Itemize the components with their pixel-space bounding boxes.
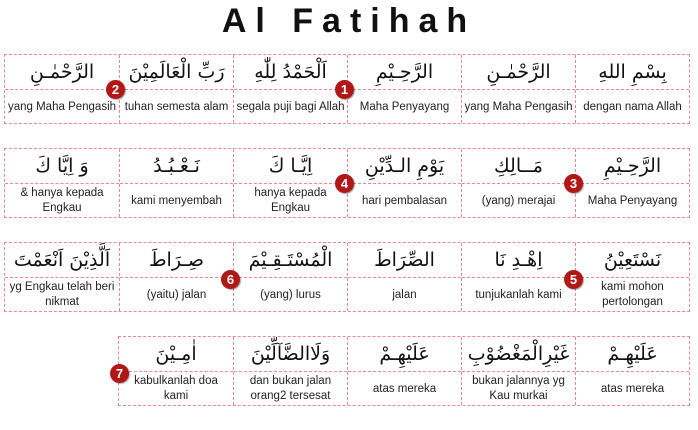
arabic-word: اِيَّـا كَ: [268, 155, 313, 177]
word-cell: [461, 337, 575, 405]
arabic-word: نَـعْـبُـدُ: [153, 155, 200, 177]
word-cell: [5, 243, 119, 311]
arabic-word: غَيْرِالْمَغْضُوْبِ: [467, 343, 570, 365]
verse-number-badge: 5: [564, 270, 583, 289]
word-cell: [461, 55, 575, 123]
arabic-word: نَسْتَعِيْنُ: [603, 249, 662, 271]
word-meaning: dan bukan jalan orang2 tersesat: [249, 375, 332, 402]
word-meaning: hari pembalasan: [361, 194, 448, 207]
page-title: Al Fatihah: [221, 2, 477, 40]
arabic-word: اَلْحَمْدُ لِلّٰهِ: [254, 61, 327, 83]
arabic-word: يَوْمِ الـدِّيْنِ: [364, 155, 445, 177]
word-cell: [461, 243, 575, 311]
word-cell: [119, 149, 233, 217]
verse-row-3: [4, 242, 690, 312]
word-cell: [5, 55, 119, 123]
word-cell: [5, 149, 119, 217]
arabic-word: وَ اِيَّا كَ: [35, 155, 89, 177]
verse-row-4: [118, 336, 690, 406]
arabic-word: الرَّحْمٰـنِ: [486, 61, 551, 83]
word-meaning: kabulkanlah doa kami: [134, 375, 218, 402]
word-meaning: & hanya kepada Engkau: [20, 187, 104, 214]
word-meaning: kami menyembah: [131, 194, 222, 207]
word-meaning: (yaitu) jalan: [146, 288, 207, 301]
word-cell: [119, 243, 233, 311]
arabic-word: صِـرَاطَ: [148, 249, 205, 271]
word-cell: [347, 243, 461, 311]
arabic-word: الصِّرَاطَ: [374, 249, 435, 271]
word-meaning: yang Maha Pengasih: [7, 100, 117, 113]
word-cell: [233, 243, 347, 311]
arabic-word: عَلَيْهِـمْ: [607, 343, 658, 365]
arabic-word: الرَّحِـيْمِ: [375, 61, 434, 83]
arabic-word: رَبِّ الْعَالَمِيْنَ: [128, 61, 225, 83]
arabic-word: الرَّحِـيْمِ: [603, 155, 662, 177]
arabic-word: الرَّحْمٰـنِ: [29, 61, 95, 83]
word-meaning: bukan jalannya yg Kau murkai: [472, 375, 565, 402]
arabic-word: اِهْـدِ نَا: [494, 249, 543, 271]
word-cell: [347, 149, 461, 217]
word-meaning: (yang) lurus: [260, 288, 321, 301]
word-cell: [575, 243, 689, 311]
arabic-word: عَلَيْهِـمْ: [379, 343, 430, 365]
word-meaning: Maha Penyayang: [587, 194, 678, 207]
word-meaning: yang Maha Pengasih: [464, 100, 573, 113]
word-meaning: kami mohon pertolongan: [601, 281, 664, 308]
word-meaning: atas mereka: [600, 382, 665, 395]
word-meaning: jalan: [392, 288, 417, 301]
word-meaning: (yang) merajai: [481, 194, 556, 207]
word-meaning: tunjukanlah kami: [475, 288, 562, 301]
arabic-word: اٰمِـيْنَ: [155, 343, 197, 365]
verse-number-badge: 7: [110, 364, 129, 383]
arabic-word: وَلَاالضَّآلِّيْنَ: [250, 343, 331, 365]
word-meaning: tuhan semesta alam: [124, 100, 229, 113]
word-cell: [347, 55, 461, 123]
word-meaning: dengan nama Allah: [583, 100, 682, 113]
arabic-word: مَــالِكِ: [494, 155, 543, 177]
verse-number-badge: 2: [106, 80, 125, 99]
word-cell: [119, 337, 233, 405]
arabic-word: بِسْمِ اللهِ: [598, 61, 667, 83]
word-cell: [119, 55, 233, 123]
arabic-word: اَلَّذِيْنَ اَنْعَمْتَ: [13, 249, 111, 271]
verse-number-badge: 4: [335, 174, 354, 193]
word-cell: [233, 149, 347, 217]
word-cell: [233, 337, 347, 405]
word-cell: [347, 337, 461, 405]
word-cell: [575, 149, 689, 217]
arabic-word: الْمُسْتَـقِـيْمَ: [248, 249, 333, 271]
word-cell: [461, 149, 575, 217]
verse-number-badge: 3: [564, 174, 583, 193]
word-cell: [575, 337, 689, 405]
word-meaning: yg Engkau telah beri nikmat: [9, 281, 115, 308]
word-meaning: Maha Penyayang: [359, 100, 450, 113]
word-meaning: hanya kepada Engkau: [254, 187, 327, 214]
word-meaning: atas mereka: [372, 382, 437, 395]
word-cell: [233, 55, 347, 123]
word-meaning: segala puji bagi Allah: [236, 100, 345, 113]
word-cell: [575, 55, 689, 123]
verse-number-badge: 6: [221, 270, 240, 289]
verse-number-badge: 1: [335, 80, 354, 99]
